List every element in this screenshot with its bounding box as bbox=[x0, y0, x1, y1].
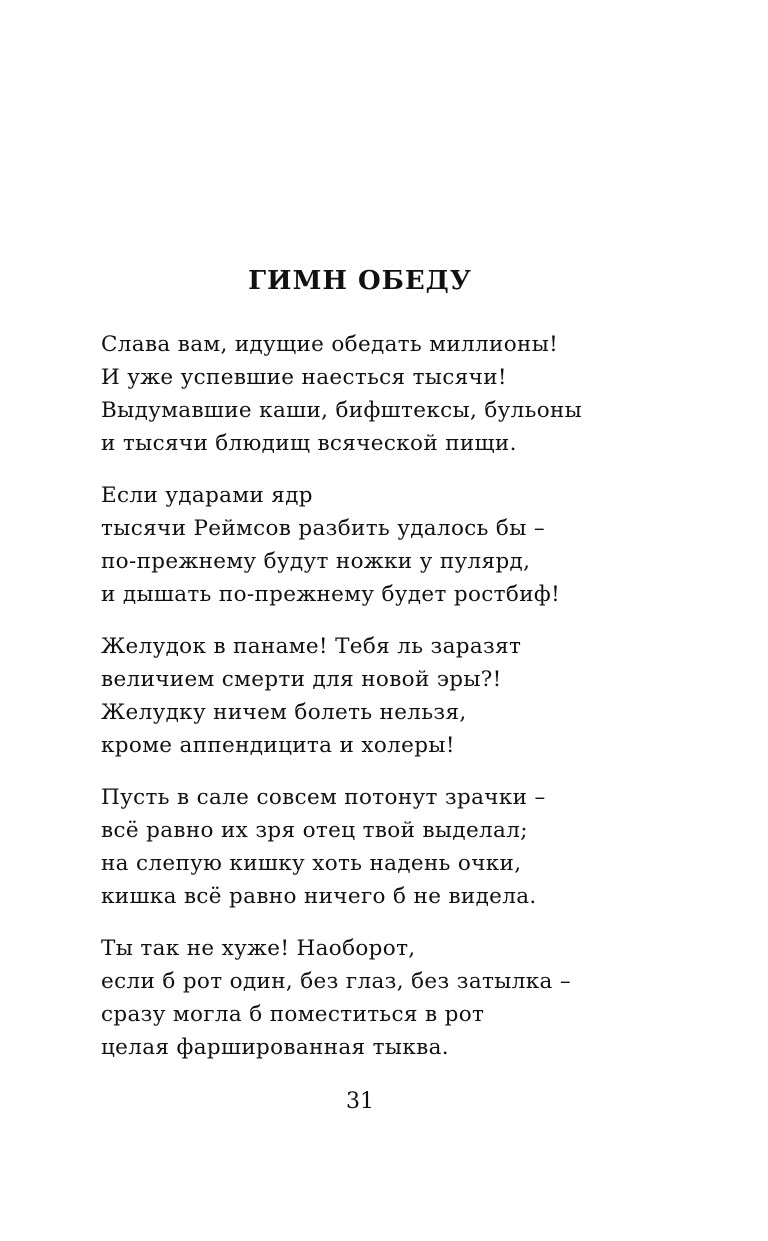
poem-line: по-прежнему будут ножки у пулярд, bbox=[101, 549, 531, 574]
poem-body bbox=[101, 328, 721, 1083]
poem-line: и тысячи блюдищ всяческой пищи. bbox=[101, 431, 517, 456]
stanza-4 bbox=[101, 781, 721, 913]
poem-line: и дышать по-прежнему будет ростбиф! bbox=[101, 582, 561, 607]
poem-line: Пусть в сале совсем потонут зрачки – bbox=[101, 785, 546, 810]
poem-line: кишка всё равно ничего б не видела. bbox=[101, 884, 537, 909]
poem-line: И уже успевшие наесться тысячи! bbox=[101, 365, 507, 390]
poem-line: Слава вам, идущие обедать миллионы! bbox=[101, 332, 559, 357]
stanza-1 bbox=[101, 328, 721, 460]
poem-line: Если ударами ядр bbox=[101, 483, 313, 508]
poem-line: величием смерти для новой эры?! bbox=[101, 667, 502, 692]
page-number: 31 bbox=[346, 1089, 374, 1114]
stanza-2 bbox=[101, 479, 721, 611]
poem-line: сразу могла б поместиться в рот bbox=[101, 1002, 485, 1027]
poem-line: всё равно их зря отец твой выделал; bbox=[101, 818, 528, 843]
poem-line: Выдумавшие каши, бифштексы, бульоны bbox=[101, 398, 583, 423]
poem-line: если б рот один, без глаз, без затылка – bbox=[101, 969, 571, 994]
stanza-5 bbox=[101, 932, 721, 1064]
poem-line: Ты так не хуже! Наоборот, bbox=[101, 936, 416, 961]
stanza-3 bbox=[101, 630, 721, 762]
poem-line: Желудок в панаме! Тебя ль заразят bbox=[101, 634, 522, 659]
poem-line: Желудку ничем болеть нельзя, bbox=[101, 700, 467, 725]
poem-line: тысячи Реймсов разбить удалось бы – bbox=[101, 516, 545, 541]
poem-line: целая фаршированная тыква. bbox=[101, 1035, 449, 1060]
poem-line: на слепую кишку хоть надень очки, bbox=[101, 851, 522, 876]
poem-title: ГИМН ОБЕДУ bbox=[248, 266, 472, 296]
poem-line: кроме аппендицита и холеры! bbox=[101, 733, 455, 758]
